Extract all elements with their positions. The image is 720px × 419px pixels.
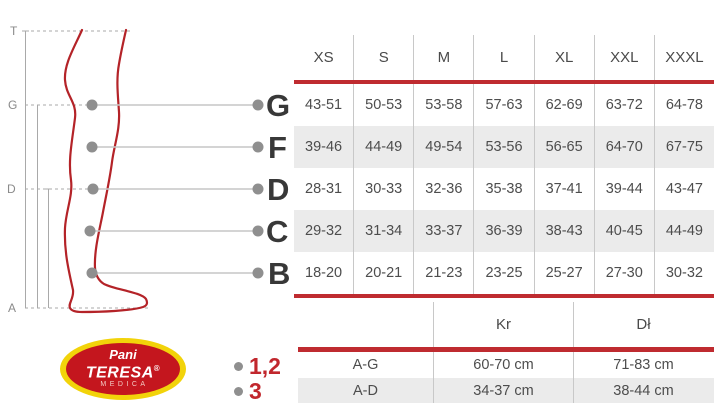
cell-b-l: 23-25 (473, 252, 533, 294)
size-table (294, 35, 714, 298)
cell-ad-kr: 34-37 cm (433, 378, 573, 403)
column-header-xs: XS (313, 49, 334, 66)
cell-g-m: 53-58 (413, 84, 473, 126)
cell-g-xl: 62-69 (534, 84, 594, 126)
row-letter-g: G (266, 88, 291, 123)
cell-f-xxxl: 67-75 (654, 126, 714, 168)
length-row-ad (298, 378, 714, 403)
cell-c-xl: 38-43 (534, 210, 594, 252)
row-letter-b: B (268, 256, 291, 291)
cell-d-s: 30-33 (353, 168, 413, 210)
axis-label-t: T (10, 24, 18, 38)
leg-outline (65, 30, 147, 312)
cell-f-l: 53-56 (473, 126, 533, 168)
logo-text-pani: Pani (109, 346, 137, 362)
cell-g-xs: 43-51 (305, 97, 343, 113)
cell-ag-label: A-G (352, 357, 379, 373)
legend-label-3: 3 (249, 378, 262, 404)
logo-text-teresa: TERESA® (85, 363, 161, 382)
cell-f-s: 44-49 (353, 126, 413, 168)
legend-item-3 (234, 380, 262, 403)
column-header-kr: Kr (433, 302, 573, 347)
cell-d-l: 35-38 (473, 168, 533, 210)
cell-c-m: 33-37 (413, 210, 473, 252)
cell-d-xs: 28-31 (305, 181, 343, 197)
level-dashed-lines (25, 31, 150, 308)
column-header-l: L (473, 35, 533, 80)
length-table (298, 302, 714, 403)
bullet-icon (234, 387, 243, 396)
cell-d-m: 32-36 (413, 168, 473, 210)
table-row-d (294, 168, 714, 210)
cell-ad-dl: 38-44 cm (573, 378, 713, 403)
registered-trademark-icon: ® (153, 363, 161, 373)
cell-f-xxl: 64-70 (594, 126, 654, 168)
axis-label-d: D (7, 182, 16, 196)
axis-label-g: G (8, 98, 18, 112)
column-header-xxxl: XXXL (654, 35, 714, 80)
column-header-m: M (413, 35, 473, 80)
cell-b-s: 20-21 (353, 252, 413, 294)
cell-c-s: 31-34 (353, 210, 413, 252)
length-header-empty (298, 302, 433, 347)
length-table-header-row (298, 302, 714, 347)
cell-d-xxl: 39-44 (594, 168, 654, 210)
cell-f-xl: 56-65 (534, 126, 594, 168)
connector-lines (90, 105, 258, 273)
cell-g-s: 50-53 (353, 84, 413, 126)
cell-b-xl: 25-27 (534, 252, 594, 294)
axis-labels (7, 24, 18, 315)
cell-c-xxl: 40-45 (594, 210, 654, 252)
cell-b-xs: 18-20 (305, 265, 343, 281)
cell-ad-label: A-D (353, 382, 378, 399)
cell-f-m: 49-54 (413, 126, 473, 168)
logo-text-medica: MEDICA (100, 381, 149, 389)
table-row-c (294, 210, 714, 252)
cell-b-xxl: 27-30 (594, 252, 654, 294)
cell-d-xxxl: 43-47 (654, 168, 714, 210)
table-row-f (294, 126, 714, 168)
cell-b-m: 21-23 (413, 252, 473, 294)
legend-label-1-2: 1,2 (249, 353, 281, 379)
cell-b-xxxl: 30-32 (654, 252, 714, 294)
cell-g-xxxl: 64-78 (654, 84, 714, 126)
pani-teresa-logo (60, 338, 186, 400)
axis-label-a: A (8, 301, 17, 315)
table-row-g (294, 84, 714, 126)
cell-c-xs: 29-32 (305, 223, 343, 239)
cell-ag-dl: 71-83 cm (573, 352, 713, 378)
length-row-ag (298, 352, 714, 378)
bullet-icon (234, 362, 243, 371)
cell-f-xs: 39-46 (305, 139, 343, 155)
table-row-b (294, 252, 714, 294)
legend-item-1-2 (234, 355, 281, 378)
table-bottom-red-rule (294, 294, 714, 298)
size-table-header-row (294, 35, 714, 80)
cell-g-xxl: 63-72 (594, 84, 654, 126)
cell-c-l: 36-39 (473, 210, 533, 252)
column-header-dl: Dł (573, 302, 713, 347)
column-header-s: S (353, 35, 413, 80)
cell-ag-kr: 60-70 cm (433, 352, 573, 378)
cell-g-l: 57-63 (473, 84, 533, 126)
row-letter-f: F (268, 130, 287, 165)
logo-inner-ellipse (66, 343, 180, 395)
row-letter-d: D (267, 172, 290, 207)
row-letter-c: C (266, 214, 289, 249)
column-header-xxl: XXL (594, 35, 654, 80)
cell-d-xl: 37-41 (534, 168, 594, 210)
column-header-xl: XL (534, 35, 594, 80)
measurement-axis-lines (22, 31, 52, 308)
cell-c-xxxl: 44-49 (654, 210, 714, 252)
